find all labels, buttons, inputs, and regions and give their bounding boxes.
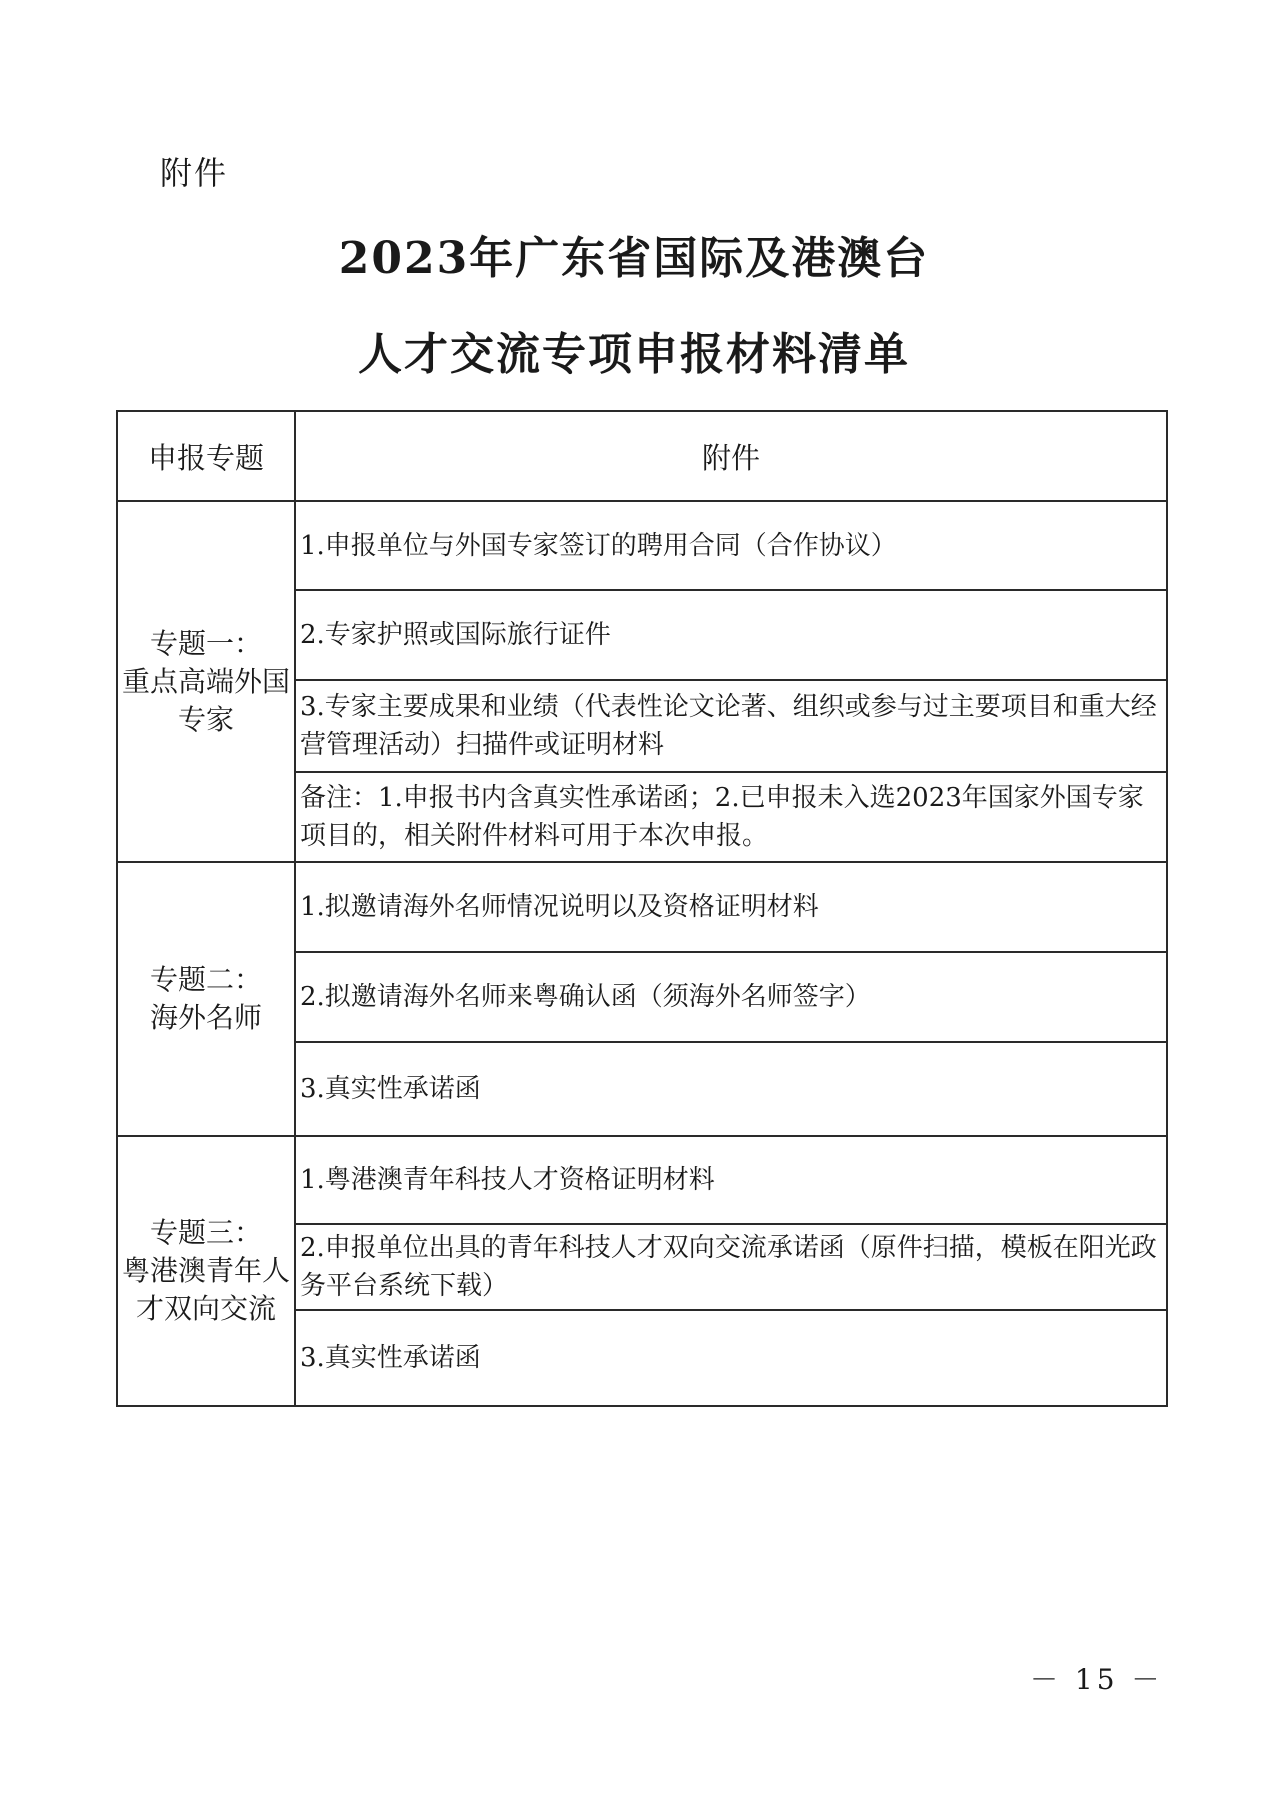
- topic-cell-3: [117, 1136, 295, 1406]
- item-1-3: 3.专家主要成果和业绩（代表性论文论著、组织或参与过主要项目和重大经营管理活动）扫描件或证明材料: [295, 680, 1167, 772]
- item-1-note: 备注：1.申报书内含真实性承诺函；2.已申报未入选2023年国家外国专家项目的，相关附件材料可用于本次申报。: [295, 772, 1167, 862]
- topic-3-line-2: 粤港澳青年人: [122, 1254, 291, 1287]
- item-3-3: 3.真实性承诺函: [295, 1310, 1167, 1406]
- table-header-row: [117, 411, 1167, 501]
- table-row: [117, 1136, 1167, 1224]
- document-title-line-2: 人才交流专项申报材料清单: [358, 329, 910, 380]
- materials-table: [116, 410, 1168, 1407]
- item-1-2: 2.专家护照或国际旅行证件: [295, 590, 1167, 680]
- table-row: [117, 501, 1167, 590]
- topic-1-line-1: 专题一：: [149, 626, 262, 660]
- item-2-1: 1.拟邀请海外名师情况说明以及资格证明材料: [295, 862, 1167, 952]
- table-row: [117, 862, 1167, 952]
- page-number: － 15 －: [1030, 1663, 1164, 1696]
- item-1-1: 1.申报单位与外国专家签订的聘用合同（合作协议）: [295, 501, 1167, 590]
- document-title-line-1: 2023年广东省国际及港澳台: [338, 233, 930, 284]
- topic-2-line-1: 专题二：: [149, 963, 262, 996]
- topic-3-line-1: 专题三：: [149, 1216, 262, 1249]
- item-3-1: 1.粤港澳青年科技人才资格证明材料: [295, 1136, 1167, 1224]
- header-attachment: 附件: [295, 411, 1167, 501]
- item-2-2: 2.拟邀请海外名师来粤确认函（须海外名师签字）: [295, 952, 1167, 1042]
- topic-1-line-3: 专家: [177, 702, 234, 736]
- attachment-label: 附件: [160, 154, 229, 192]
- topic-cell-2: [117, 862, 295, 1136]
- topic-3-line-3: 才双向交流: [135, 1292, 276, 1325]
- topic-2-line-2: 海外名师: [149, 1001, 262, 1034]
- topic-1-line-2: 重点高端外国: [122, 664, 291, 698]
- item-2-3: 3.真实性承诺函: [295, 1042, 1167, 1136]
- header-topic: 申报专题: [117, 411, 295, 501]
- item-3-2: 2.申报单位出具的青年科技人才双向交流承诺函（原件扫描，模板在阳光政务平台系统下载）: [295, 1224, 1167, 1310]
- topic-cell-1: [117, 501, 295, 862]
